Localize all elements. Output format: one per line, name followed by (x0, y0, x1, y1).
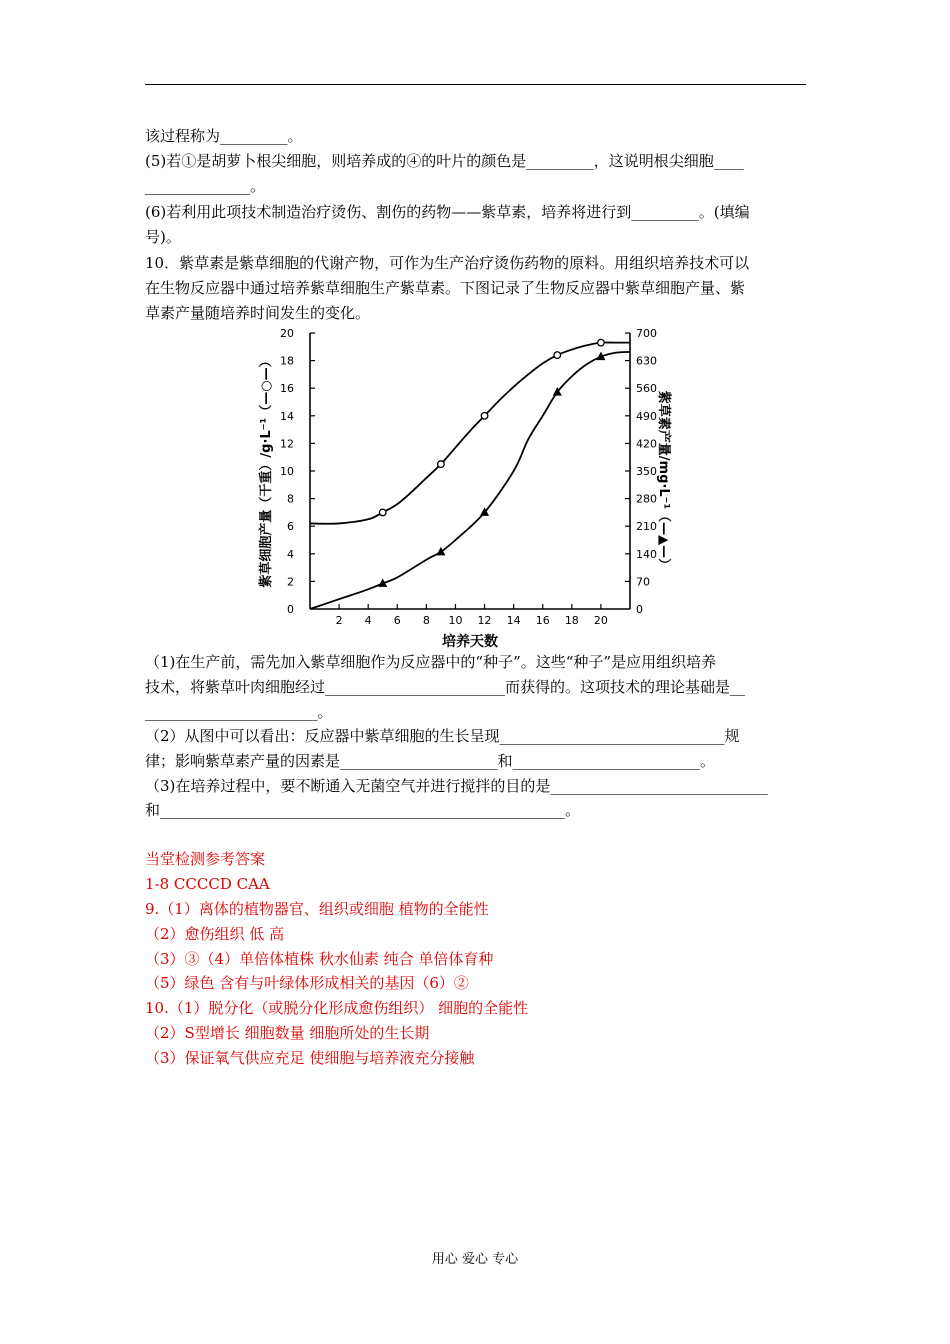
text-line: 号)。 (145, 228, 181, 246)
shikonin-yield-point (436, 547, 445, 556)
cell-yield-line (310, 342, 630, 523)
question-line: （2）从图中可以看出：反应器中紫草细胞的生长呈现______________________________规 (145, 727, 740, 745)
right-tick-label: 420 (636, 437, 657, 451)
text-line: 在生物反应器中通过培养紫草细胞生产紫草素。下图记录了生物反应器中紫草细胞产量、紫 (145, 279, 746, 297)
cell-yield-point (554, 352, 561, 359)
cell-yield-point (379, 509, 386, 516)
answer-line: （3）保证氧气供应充足 使细胞与培养液充分接触 (145, 1049, 475, 1067)
left-tick-label: 10 (280, 465, 294, 478)
question-line: _______________________。 (145, 703, 333, 721)
question-line: 律；影响紫草素产量的因素是_____________________和_________________________。 (145, 752, 716, 770)
left-axis-title: 紫草细胞产量（干重）/g·L⁻¹（—○—） (259, 354, 274, 588)
question-line: （1)在生产前，需先加入紫草细胞作为反应器中的“种子”。这些“种子”是应用组织培养 (145, 653, 717, 671)
left-tick-label: 18 (280, 354, 294, 368)
question-line: （3)在培养过程中，要不断通入无菌空气并进行搅拌的目的是_____________________________ (145, 777, 768, 795)
answer-line: （2）愈伤组织 低 高 (145, 925, 285, 943)
x-tick-label: 8 (422, 614, 430, 627)
cell-yield-point (438, 461, 445, 468)
text-line: 该过程称为_________。 (145, 127, 303, 145)
shikonin-yield-line (310, 352, 630, 609)
cell-yield-point (598, 339, 605, 346)
left-tick-label: 16 (280, 382, 294, 396)
right-tick-label: 210 (636, 520, 657, 534)
answer-title: 当堂检测参考答案 (145, 850, 266, 868)
right-tick-label: 350 (636, 465, 657, 478)
answer-line: （2）S型增长 细胞数量 细胞所处的生长期 (145, 1024, 430, 1042)
left-tick-label: 4 (287, 547, 294, 561)
left-tick-label: 8 (287, 492, 294, 506)
x-tick-label: 2 (335, 614, 343, 627)
x-tick-label: 6 (393, 614, 401, 627)
question-line: 技术，将紫草叶肉细胞经过________________________而获得的。这项技术的理论基础是__ (145, 678, 746, 696)
page-footer: 用心 爱心 专心 (431, 1252, 519, 1267)
text-line: 10．紫草素是紫草细胞的代谢产物，可作为生产治疗烫伤药物的原料。用组织培养技术可以 (145, 254, 750, 272)
right-tick-label: 560 (636, 382, 657, 396)
x-tick-label: 10 (448, 614, 463, 627)
x-axis-title: 培养天数 (442, 634, 498, 650)
x-tick-label: 18 (564, 614, 579, 627)
question-line: 和______________________________________________________。 (145, 801, 581, 819)
left-tick-label: 12 (280, 437, 294, 451)
answer-line: （3）③（4）单倍体植株 秋水仙素 纯合 单倍体育种 (145, 950, 494, 968)
x-tick-label: 14 (506, 614, 521, 627)
answer-line: 1-8 CCCCD CAA (145, 875, 270, 893)
answer-line: 10.（1）脱分化（或脱分化形成愈伤组织） 细胞的全能性 (145, 999, 529, 1017)
right-tick-label: 140 (636, 547, 657, 561)
text-line: ______________。 (145, 177, 266, 195)
x-tick-label: 20 (593, 614, 608, 627)
x-tick-label: 4 (364, 614, 372, 627)
answer-line: 9.（1）离体的植物器官、组织或细胞 植物的全能性 (145, 900, 489, 918)
right-tick-label: 70 (636, 575, 650, 589)
growth-chart (252, 325, 672, 650)
left-tick-label: 14 (280, 409, 294, 423)
text-line: (6)若利用此项技术制造治疗烫伤、割伤的药物——紫草素，培养将进行到_________。(填编 (145, 203, 750, 221)
text-line: 草素产量随培养时间发生的变化。 (145, 304, 371, 322)
right-tick-label: 630 (636, 354, 657, 368)
left-tick-label: 0 (287, 603, 294, 616)
right-tick-label: 0 (636, 603, 643, 616)
right-tick-label: 700 (636, 327, 657, 340)
cell-yield-point (481, 413, 488, 420)
answer-line: （5）绿色 含有与叶绿体形成相关的基因（6）② (145, 974, 469, 992)
left-tick-label: 20 (280, 327, 294, 340)
right-axis-title: 紫草素产量/mg·L⁻¹（—▲—） (656, 390, 671, 572)
x-tick-label: 16 (535, 614, 550, 627)
x-tick-label: 12 (477, 614, 492, 627)
left-tick-label: 6 (287, 520, 294, 534)
left-tick-label: 2 (287, 575, 294, 589)
header-rule (145, 84, 806, 85)
right-tick-label: 490 (636, 409, 657, 423)
text-line: (5)若①是胡萝卜根尖细胞，则培养成的④的叶片的颜色是_________，这说明根尖细胞____ (145, 152, 744, 170)
right-tick-label: 280 (636, 492, 657, 506)
